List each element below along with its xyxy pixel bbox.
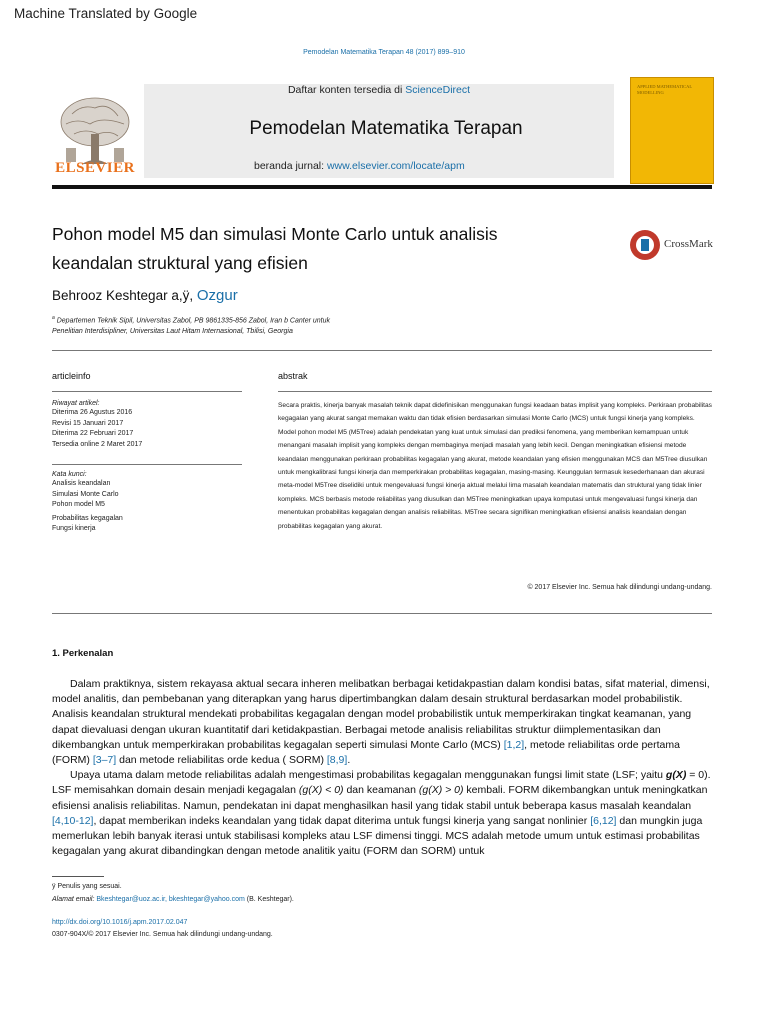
introduction-body	[52, 677, 716, 859]
section-heading-introduction: 1. Perkenalan	[52, 648, 114, 659]
citation-ref-4-10-12[interactable]: [4,10-12]	[52, 814, 94, 827]
affiliation-line2: Penelitian Interdisipliner, Universitas Laut Hitam Internasional, Tbilisi, Georgia	[52, 328, 293, 336]
intro-text: dan metode reliabilitas orde kedua ( SORM)	[116, 754, 327, 767]
footnote-email	[52, 896, 294, 903]
intro-text: , metode reliabilitas orde pertama (FORM)	[52, 738, 680, 767]
history-item: Diterima 22 Februari 2017	[52, 430, 134, 437]
journal-cover-image	[630, 77, 714, 184]
history-item: Diterima 26 Agustus 2016	[52, 409, 133, 416]
keyword-item: Analisis keandalan	[52, 480, 111, 487]
cover-title: APPLIED MATHEMATICAL MODELLING	[637, 84, 692, 95]
keyword-item: Pohon model M5	[52, 501, 105, 508]
crossmark-icon-mark	[641, 239, 649, 251]
intro-text: Upaya utama dalam metode reliabilitas adalah mengestimasi probabilitas kegagalan menggunakan fungsi limit state (LSF; yaitu	[70, 769, 666, 782]
intro-text: Dalam praktiknya, sistem rekayasa aktual secara inheren melibatkan berbagai ketidakpastian dalam kondisi batas, sifat material, dimensi, model analitis, dan pembebanan yang diterapkan yang harus dipertimbangkan dalam desain struktural berdasarkan model probabilistik. Analisis keandalan struktural mendekati probabilitas kegagalan dengan model probabilistik untuk memperkirakan tingkat keamanan, yang dapat dievaluasi dengan ukuran kuantitatif dari ketidakpastian. Berbagai metode analisis reliabilitas struktur diimplementasikan dan dikembangkan untuk memperkirakan probabilitas kegagalan seperti simulasi Monte Carlo (MCS)	[52, 678, 710, 751]
article-history	[52, 400, 242, 450]
journal-homepage-link[interactable]: www.elsevier.com/locate/apm	[326, 160, 465, 172]
elsevier-wordmark: ELSEVIER	[55, 160, 135, 176]
keywords	[52, 471, 242, 535]
intro-text: kembali. FORM dikembangkan untuk meningkatkan efisiensi analisis reliabilitas. Namun, pendekatan ini dapat menghasilkan hasil yang tidak stabil untuk beberapa kasus masalah keandalan	[52, 784, 708, 812]
history-divider	[52, 464, 242, 465]
citation-ref-8-9[interactable]: [8,9]	[326, 754, 348, 767]
doi-link[interactable]: http://dx.doi.org/10.1016/j.apm.2017.02.047	[52, 919, 188, 926]
citation-link[interactable]: Pemodelan Matematika Terapan 48 (2017) 899–910	[303, 49, 465, 56]
citation-ref-6-12[interactable]: [6,12]	[590, 814, 617, 827]
math-safety: (g(X) > 0)	[418, 784, 464, 797]
journal-homepage-line	[254, 160, 465, 172]
article-info-divider	[52, 391, 242, 392]
intro-text: = 0). LSF memisahkan domain desain menjadi kegagalan	[52, 769, 711, 797]
email-label: Alamat email:	[52, 896, 97, 903]
keyword-item: Probabilitas kegagalan	[52, 514, 123, 522]
history-item: Tersedia online 2 Maret 2017	[52, 440, 143, 448]
email-link[interactable]: Bkeshtegar@uoz.ac.ir, bkeshtegar@yahoo.com	[96, 896, 245, 903]
intro-text: .	[347, 754, 351, 767]
intro-text: dan keamanan	[343, 784, 419, 797]
issn-copyright: 0307-904X/© 2017 Elsevier Inc. Semua hak dilindungi undang-undang.	[52, 931, 273, 938]
sciencedirect-link[interactable]: ScienceDirect	[405, 84, 471, 96]
author-ozgur-link[interactable]: Ozgur	[196, 287, 238, 304]
affiliation-divider	[52, 350, 712, 351]
math-gx: g(X)	[665, 769, 687, 782]
affiliations	[52, 313, 452, 337]
affiliation-line1: Departemen Teknik Sipil, Universitas Zabol, PB 9861335-856 Zabol, Iran b Canter untuk	[56, 317, 331, 325]
machine-translation-banner: Machine Translated by Google	[14, 6, 198, 21]
abstract-copyright: © 2017 Elsevier Inc. Semua hak dilindungi undang-undang.	[527, 584, 712, 591]
keyword-item: Simulasi Monte Carlo	[52, 490, 119, 498]
email-suffix: (B. Keshtegar).	[244, 896, 294, 903]
keyword-item: Fungsi kinerja	[52, 525, 96, 532]
crossmark-label: CrossMark	[664, 238, 713, 250]
homepage-prefix: beranda jurnal:	[254, 160, 327, 172]
intro-paragraph-2	[52, 768, 716, 859]
article-info-heading: articleinfo	[52, 371, 91, 381]
header-divider	[52, 185, 712, 189]
citation-ref-1-2[interactable]: [1,2]	[503, 738, 525, 751]
footnote-corresponding: ÿ Penulis yang sesuai.	[52, 883, 122, 890]
abstract-bottom-divider	[52, 613, 712, 614]
abstract-heading: abstrak	[278, 371, 308, 381]
paper-title-line2: keandalan struktural yang efisien	[52, 253, 308, 273]
contents-available-line	[144, 84, 614, 96]
intro-text: dan mungkin juga memerlukan lebih banyak iterasi untuk stabilisasi kompleks atau LSF dimensi tinggi. MCS adalah metode umum untuk estimasi probabilitas kegagalan yang akurat dibandingkan dengan metode analitik yaitu (FORM dan SORM) untuk	[52, 814, 703, 858]
affiliation-mark: a	[52, 315, 55, 321]
author-keshtegar: Behrooz Keshtegar a,ÿ,	[52, 288, 197, 303]
footnote-divider	[52, 876, 104, 877]
abstract-divider	[278, 391, 712, 392]
math-failure: (g(X) < 0)	[298, 784, 344, 797]
abstract-text: Secara praktis, kinerja banyak masalah teknik dapat didefinisikan menggunakan fungsi keadaan batas implisit yang kompleks. Perkiraan probabilitas kegagalan yang akurat sangat memakan waktu dan tidak efisien berdasarkan simulasi Monte Carlo (MCS) untuk fungsi kinerja yang kompleks. Model pohon model M5 (M5Tree) adalah pendekatan yang kuat untuk simulasi dan prediksi fenomena, yang memberikan kemampuan untuk menangani masalah implisit yang kompleks dengan membaginya menjadi masalah yang lebih kecil. Dengan meningkatkan efisiensi metode keandalan menggunakan perkiraan probabilitas kegagalan yang akurat, metode keandalan yang efisien menggunakan MCS dan M5Tree diusulkan untuk mengkalibrasi fungsi kinerja dan memperkirakan probabilitas kegagalan, masing-masing. Keunggulan termasuk kesederhanaan dan akurasi meta-model M5Tree diselidiki untuk mengevaluasi fungsi kinerja aktual melalui lima masalah keandalan matematis dan struktural yang tidak linier kompleks. MCS berbasis metode reliabilitas yang diusulkan dan M5Tree meningkatkan upaya komputasi untuk mengevaluasi fungsi kinerja dan menentukan probabilitas kegagalan dengan analisis reliabilitas. M5Tree secara signifikan meningkatkan efisiensi analisis keandalan dengan probabilitas kegagalan yang akurat.	[278, 402, 712, 530]
journal-title: Pemodelan Matematika Terapan	[249, 118, 523, 139]
paper-title	[52, 220, 572, 278]
author-list	[52, 287, 238, 304]
intro-text: , dapat memberikan indeks keandalan yang tidak dapat diterima untuk fungsi kinerja yang sangat nonlinier	[93, 814, 591, 827]
contents-prefix: Daftar konten tersedia di	[287, 84, 406, 96]
intro-paragraph-1	[52, 677, 716, 768]
paper-title-line1: Pohon model M5 dan simulasi Monte Carlo untuk analisis	[52, 224, 498, 244]
history-label: Riwayat artikel:	[52, 400, 100, 407]
history-item: Revisi 15 Januari 2017	[52, 419, 124, 427]
keywords-label: Kata kunci:	[52, 471, 87, 478]
crossmark-button[interactable]	[630, 230, 712, 260]
citation-ref-3-7[interactable]: [3–7]	[92, 754, 117, 767]
